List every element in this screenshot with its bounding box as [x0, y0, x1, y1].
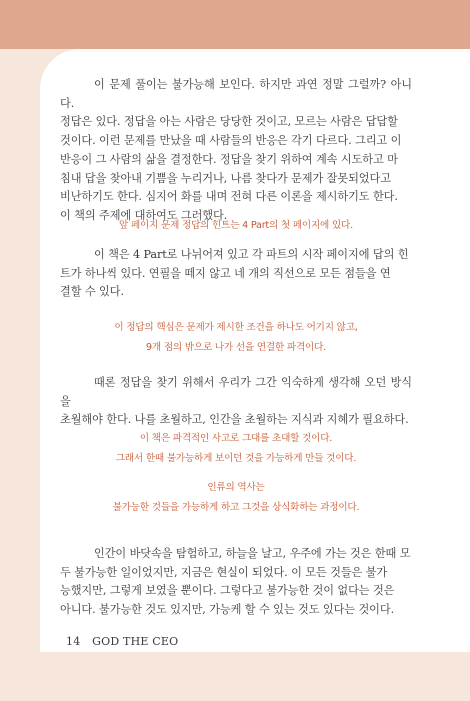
highlight-line: 이 책은 파격적인 사고로 그대를 초대할 것이다. [139, 433, 333, 444]
text-line: 것이다. 이런 문제를 만났을 때 사람들의 반응은 각기 다르다. 그리고 이 [60, 134, 402, 148]
text-line: 두 불가능한 일이었지만, 지금은 현실이 되었다. 이 모든 것들은 불가 [60, 565, 388, 579]
running-title: GOD THE CEO [92, 635, 179, 648]
bottom-margin-strip [0, 652, 470, 701]
highlight-line: 인류의 역사는 [207, 482, 265, 493]
text-line: 초월해야 한다. 나를 초월하고, 인간을 초월하는 지식과 지혜가 필요하다. [60, 413, 409, 426]
highlight-line: 그래서 한때 불가능하게 보이던 것을 가능하게 만들 것이다. [115, 453, 357, 464]
top-color-band [0, 0, 470, 49]
body-paragraph-4 [60, 545, 412, 619]
highlight-quote-2 [60, 318, 412, 358]
text-line: 이 책은 4 Part로 나뉘어져 있고 각 파트의 시작 페이지에 답의 힌 [94, 248, 409, 261]
text-line: 트가 하나씩 있다. 연필을 떼지 않고 네 개의 직선으로 모든 점들을 연 [60, 266, 391, 280]
highlight-line: 이 정답의 핵심은 문제가 제시한 조건을 하나도 어기지 않고, [114, 322, 358, 333]
text-line: 이 책의 주제에 대하여도 그러했다. [60, 208, 228, 222]
text-line: 비난하기도 한다. 심지어 화를 내며 전혀 다른 이론을 제시하기도 한다. [60, 190, 398, 204]
text-line: 정답은 있다. 정답을 아는 사람은 당당한 것이고, 모르는 사람은 답답할 [60, 115, 398, 129]
text-line: 능했지만, 그렇게 보였을 뿐이다. 그렇다고 불가능한 것이 없다는 것은 [60, 584, 395, 598]
highlight-quote-3 [60, 429, 412, 469]
body-paragraph-2 [60, 246, 412, 302]
text-line: 인간이 바닷속을 탐험하고, 하늘을 날고, 우주에 가는 것은 한때 모 [94, 547, 411, 560]
text-line: 반응이 그 사람의 삶을 결정한다. 정답을 찾기 위하여 계속 시도하고 마 [60, 152, 398, 166]
text-line: 이 문제 풀이는 불가능해 보인다. 하지만 과연 정말 그럴까? 아니다. [60, 78, 412, 110]
highlight-line: 불가능한 것들을 가능하게 하고 그것을 상식화하는 과정이다. [112, 502, 360, 513]
text-line: 침내 답을 찾아내 기쁨을 누리거나, 나름 찾다가 문제가 잘못되었다고 [60, 171, 391, 185]
text-line: 때론 정답을 찾기 위해서 우리가 그간 익숙하게 생각해 오던 방식을 [60, 376, 412, 408]
body-paragraph-1 [60, 76, 412, 226]
highlight-quote-1 [60, 216, 412, 236]
text-line: 아니다. 불가능한 것도 있지만, 가능케 할 수 있는 것도 있다는 것이다. [60, 602, 395, 616]
highlight-line: 앞 페이지 문제 정답의 힌트는 4 Part의 첫 페이지에 있다. [119, 220, 353, 231]
page-footer [66, 635, 178, 648]
highlight-quote-4 [60, 478, 412, 518]
body-paragraph-3 [60, 374, 412, 430]
highlight-line: 9개 점의 밖으로 나가 선을 연결한 파격이다. [146, 342, 326, 353]
text-line: 결할 수 있다. [60, 285, 124, 298]
page-number: 14 [66, 635, 81, 648]
